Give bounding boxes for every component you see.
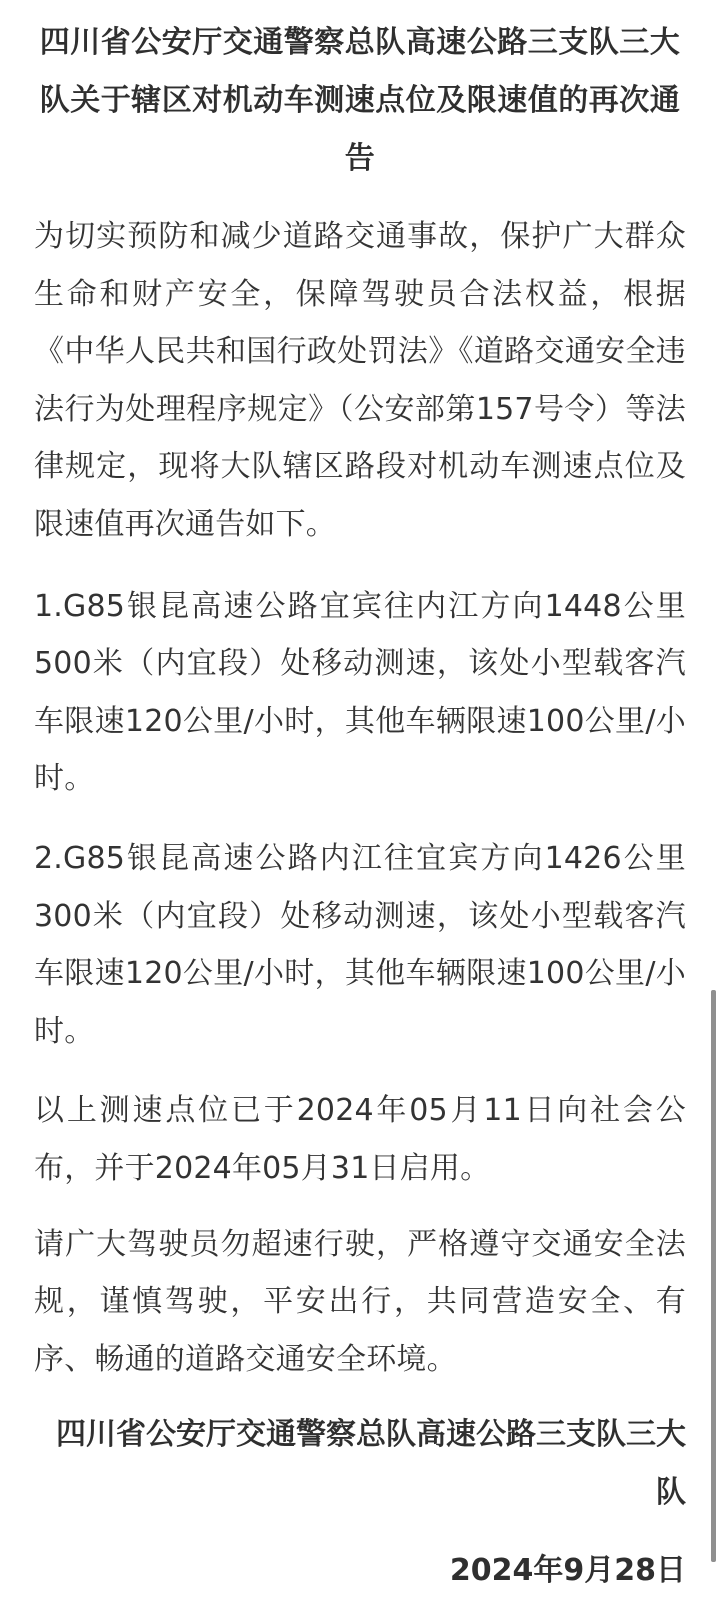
vertical-scrollbar[interactable] [711,990,716,1562]
issue-date: 2024年9月28日 [449,1553,686,1589]
speed-point-item-2: 2.G85银昆高速公路内江往宜宾方向1426公里300米（内宜段）处移动测速，该处小型载客汽车限速120公里/小时，其他车辆限速100公里/小时。 [34,840,686,1049]
appeal-paragraph: 请广大驾驶员勿超速行驶，严格遵守交通安全法规，谨慎驾驶，平安出行，共同营造安全、有序、畅通的道路交通安全环境。 [34,1226,686,1377]
speed-point-item-1: 1.G85银昆高速公路宜宾往内江方向1448公里500米（内宜段）处移动测速，该处小型载客汽车限速120公里/小时，其他车辆限速100公里/小时。 [34,588,686,797]
intro-paragraph: 为切实预防和减少道路交通事故，保护广大群众生命和财产安全，保障驾驶员合法权益，根据《中华人民共和国行政处罚法》《道路交通安全违法行为处理程序规定》（公安部第157号令）等法律规定，现将大队辖区路段对机动车测速点位及限速值再次通告如下。 [34,219,686,542]
publish-date-paragraph: 以上测速点位已于2024年05月11日向社会公布，并于2024年05月31日启用。 [34,1093,686,1186]
notice-title: 四川省公安厅交通警察总队高速公路三支队三大队关于辖区对机动车测速点位及限速值的再次通告 [39,25,681,176]
issuer-signature: 四川省公安厅交通警察总队高速公路三支队三大队 [56,1417,686,1511]
